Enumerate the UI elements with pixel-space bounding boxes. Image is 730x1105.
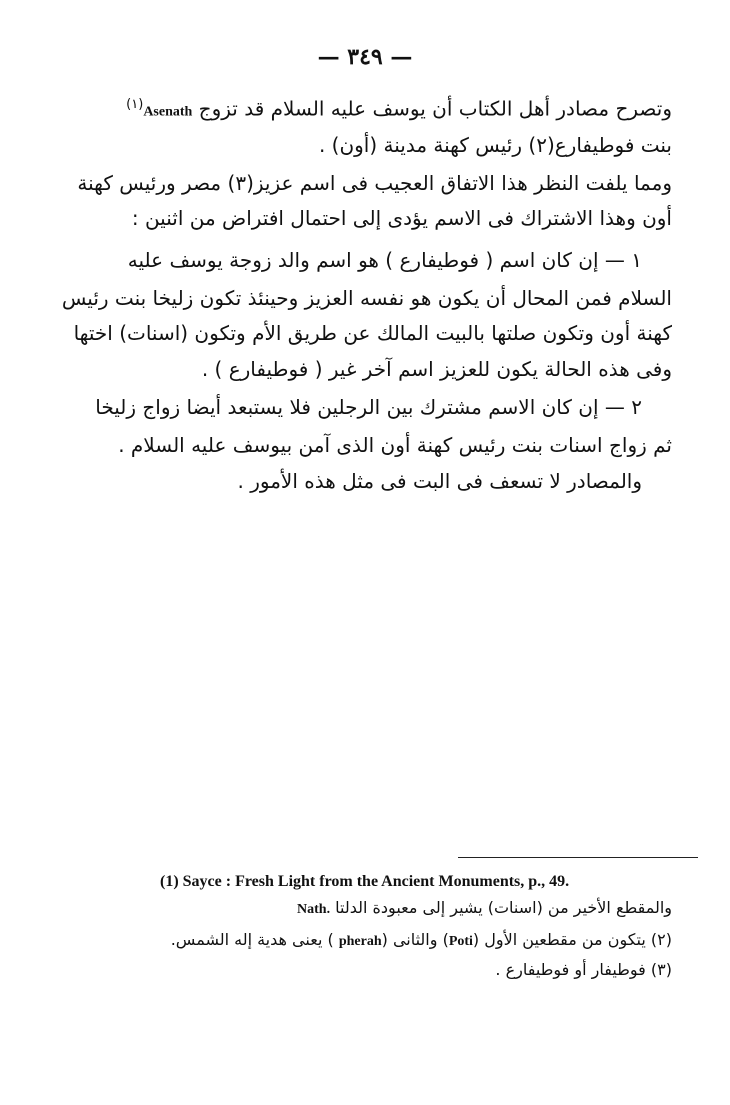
body-line-10: ثم زواج اسنات بنت رئيس كهنة أون الذى آمن بيوسف عليه السلام . (118, 433, 672, 457)
body-line-8: وفى هذه الحالة يكون للعزيز اسم آخر غير ( فوطيفارع ) . (201, 357, 672, 381)
footnote-3: (٣) فوطيفار أو فوطيفارع . (495, 960, 672, 979)
body-line-1 (52, 90, 672, 128)
body-line-5: ١ — إن كان اسم ( فوطيفارع ) هو اسم والد زوجة يوسف عليه (127, 248, 642, 272)
body-line-1-text: وتصرح مصادر أهل الكتاب أن يوسف عليه السلام قد تزوج (192, 96, 672, 121)
footnote-ref-1: (١) (126, 97, 144, 112)
footnote-2 (52, 928, 672, 954)
page-number: — ٣٤٩ — (317, 44, 413, 70)
footnote-1-english: (1) Sayce : Fresh Light from the Ancient Monuments, p., 49. (160, 873, 570, 890)
body-line-9: ٢ — إن كان الاسم مشترك بين الرجلين فلا يستبعد أيضا زواج زليخا (95, 395, 642, 419)
body-line-4: أون وهذا الاشتراك فى الاسم يؤدى إلى احتمال افتراض من اثنين : (131, 206, 672, 230)
footnote-2-prefix: (٢) يتكون من مقطعين الأول ( (472, 930, 672, 949)
body-line-3: ومما يلفت النظر هذا الاتفاق العجيب فى اسم عزيز(٣) مصر ورئيس كهنة (77, 171, 672, 195)
body-line-6: السلام فمن المحال أن يكون هو نفسه العزيز وحينئذ تكون زليخا بنت رئيس (61, 286, 672, 310)
latin-term-nath: Nath. (297, 902, 331, 917)
body-line-11: والمصادر لا تسعف فى البت فى مثل هذه الأمور . (237, 469, 642, 493)
body-line-2: بنت فوطيفارع(٢) رئيس كهنة مدينة (أون) . (318, 133, 672, 157)
footnote-2-mid: ) والثانى ( (381, 930, 449, 949)
body-line-7: كهنة أون وتكون صلتها بالبيت المالك عن طريق الأم وتكون (اسنات) اختها (73, 321, 672, 345)
latin-term-pherah: pherah (338, 934, 382, 949)
footnote-1-arabic (52, 896, 672, 922)
footnote-1-arabic-text: والمقطع الأخير من (اسنات) يشير إلى معبودة الدلتا (330, 898, 672, 917)
footnote-separator (458, 857, 698, 858)
footnote-2-suffix: ) يعنى هدية إله الشمس. (170, 930, 339, 949)
latin-term-asenath: Asenath (143, 104, 193, 120)
latin-term-poti: Poti (448, 934, 473, 949)
